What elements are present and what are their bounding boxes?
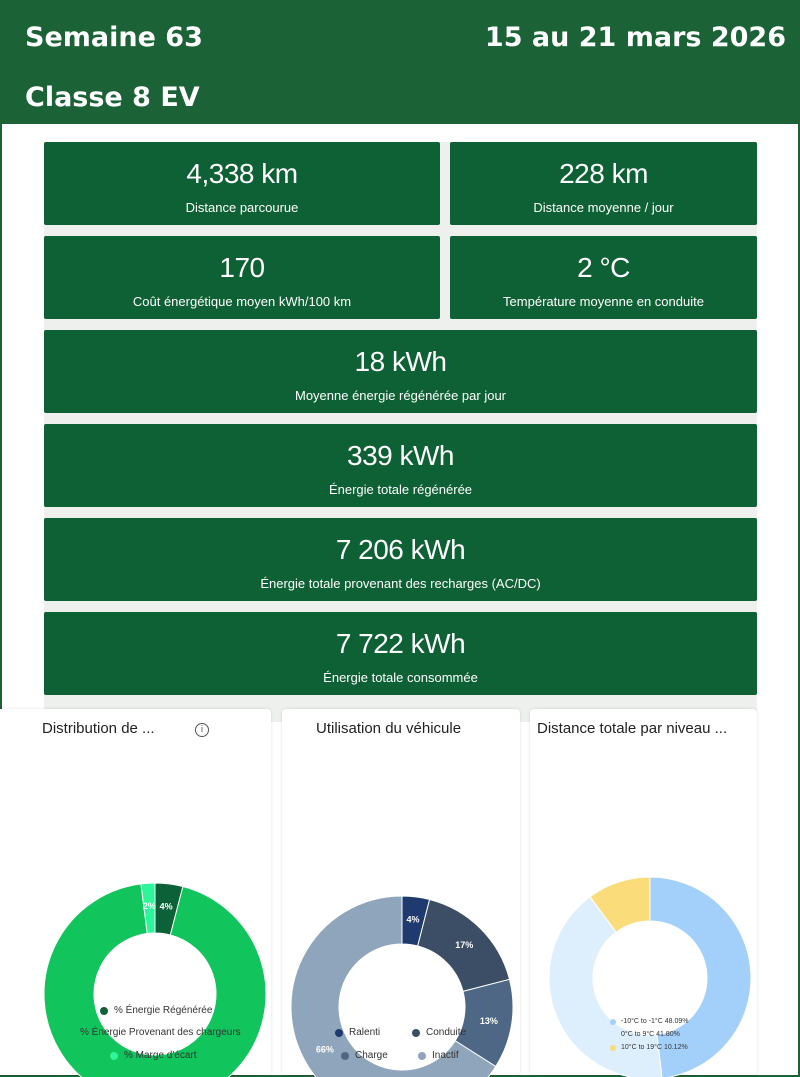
legend-swatch	[100, 1007, 108, 1015]
kpi-energy-cost	[44, 236, 440, 319]
kpi-temperature	[450, 236, 757, 319]
legend-swatch	[110, 1052, 118, 1060]
kpi-value: 7 206 kWh	[335, 534, 466, 565]
legend-label: Inactif	[432, 1050, 459, 1061]
kpi-value: 339 kWh	[347, 440, 454, 471]
kpi-area	[44, 142, 757, 722]
page-header	[0, 0, 800, 124]
panel-vehicle-usage	[282, 709, 520, 1075]
kpi-label: Énergie totale régénérée	[328, 482, 473, 497]
legend-swatch	[66, 1029, 74, 1037]
kpi-label: Énergie totale provenant des recharges (AC/DC)	[260, 576, 541, 591]
legend-label: % Marge d'écart	[124, 1050, 197, 1061]
slice-label: 66%	[315, 1044, 334, 1055]
slice-label: 13%	[479, 1015, 498, 1026]
legend-item	[610, 1044, 688, 1051]
legend-item	[66, 1027, 241, 1038]
date-range: 15 au 21 mars 2026	[484, 22, 786, 53]
kpi-label: Énergie totale consommée	[323, 670, 478, 685]
kpi-total-charge	[44, 518, 757, 601]
vehicle-class: Classe 8 EV	[25, 82, 200, 113]
kpi-avg-distance	[450, 142, 757, 225]
legend-item	[341, 1050, 388, 1061]
kpi-label: Moyenne énergie régénérée par jour	[294, 388, 507, 403]
legend-item	[610, 1018, 688, 1025]
slice-label: 17%	[455, 939, 474, 950]
legend-item	[418, 1050, 459, 1061]
slice-label: 4%	[159, 901, 173, 912]
kpi-total-regen	[44, 424, 757, 507]
kpi-value: 228 km	[559, 158, 648, 189]
kpi-avg-regen	[44, 330, 757, 413]
legend-item	[610, 1031, 680, 1038]
info-icon[interactable]: i	[195, 723, 209, 737]
kpi-value: 170	[219, 252, 265, 283]
chart-title: Distribution de ...	[42, 720, 155, 737]
legend-swatch	[610, 1045, 616, 1051]
kpi-value: 7 722 kWh	[335, 628, 466, 659]
legend-label: Charge	[355, 1050, 388, 1061]
panel-distance-by-temperature	[530, 709, 757, 1075]
legend-swatch	[412, 1029, 420, 1037]
legend-swatch	[335, 1029, 343, 1037]
legend-label: 0°C to 9°C 41.80%	[621, 1031, 680, 1038]
legend-swatch	[610, 1019, 616, 1025]
legend-label: % Énergie Provenant des chargeurs	[80, 1027, 241, 1038]
legend-label: -10°C to -1°C 48.09%	[621, 1018, 689, 1025]
slice-label: 2%	[142, 901, 156, 912]
legend-label: Ralenti	[349, 1027, 381, 1038]
kpi-label: Distance parcourue	[185, 200, 299, 215]
chart-title: Utilisation du véhicule	[316, 720, 462, 737]
charts-row	[2, 709, 798, 1075]
legend-swatch	[610, 1032, 616, 1038]
legend-swatch	[418, 1052, 426, 1060]
donut-distance-by-temperature	[530, 709, 757, 1009]
kpi-value: 4,338 km	[186, 158, 298, 189]
slice-label: 4%	[406, 914, 420, 925]
legend-item	[100, 1005, 212, 1016]
kpi-value: 2 °C	[577, 252, 630, 283]
kpi-label: Coût énergétique moyen kWh/100 km	[132, 294, 352, 309]
kpi-distance	[44, 142, 440, 225]
legend-label: Conduite	[426, 1027, 467, 1038]
legend-label: 10°C to 19°C 10.12%	[621, 1044, 688, 1051]
chart-title: Distance totale par niveau ...	[537, 720, 728, 737]
week-label: Semaine 63	[25, 22, 203, 53]
legend-item	[110, 1050, 197, 1061]
dashboard-content	[2, 124, 798, 1075]
kpi-total-consumed	[44, 612, 757, 695]
legend-item	[412, 1027, 466, 1038]
kpi-label: Distance moyenne / jour	[533, 200, 674, 215]
legend-label: % Énergie Régénérée	[114, 1005, 213, 1016]
panel-energy-distribution	[0, 709, 271, 1075]
kpi-label: Température moyenne en conduite	[503, 294, 704, 309]
kpi-value: 18 kWh	[354, 346, 447, 377]
legend-swatch	[341, 1052, 349, 1060]
legend-item	[335, 1027, 380, 1038]
donut-energy-distribution	[0, 709, 271, 1009]
